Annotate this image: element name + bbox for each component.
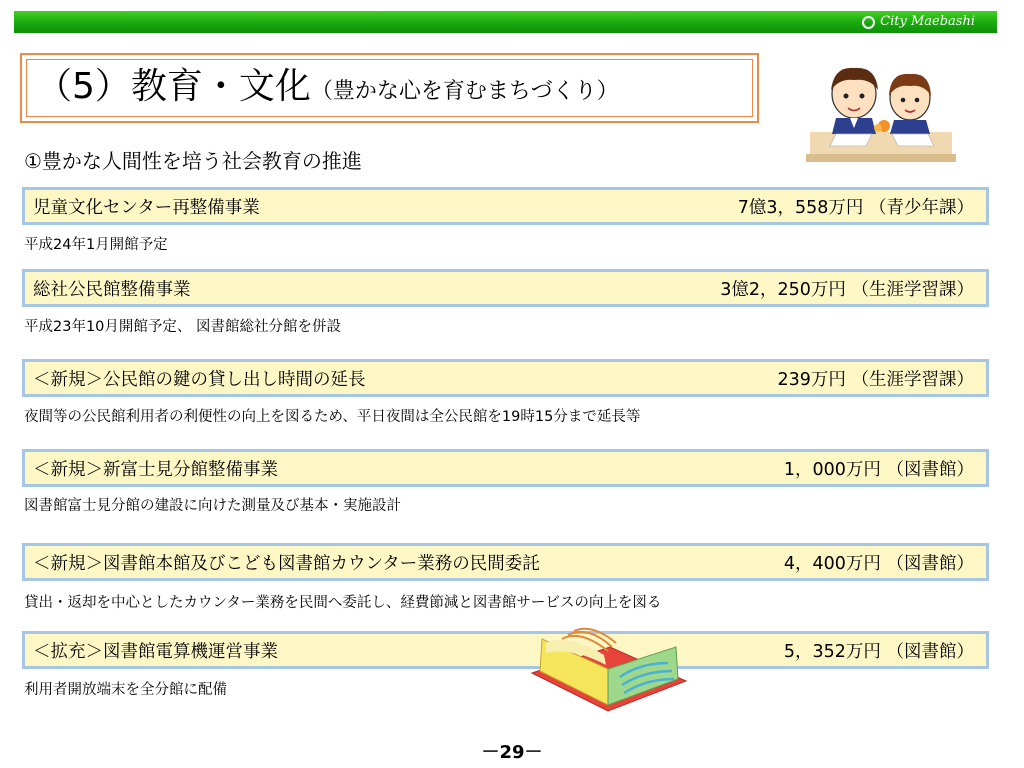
page-number: －29－ <box>481 742 543 763</box>
project-amount: 3億2，250万円 （生涯学習課） <box>720 279 974 300</box>
project-name: ＜新規＞図書館本館及びこども図書館カウンター業務の民間委託 <box>33 553 540 574</box>
project-note: 夜間等の公民館利用者の利便性の向上を図るため、平日夜間は全公民館を19時15分まで延長等 <box>24 409 641 425</box>
project-amount: 1，000万円 （図書館） <box>783 459 974 480</box>
children-illustration <box>806 62 956 164</box>
project-name: ＜新規＞公民館の鍵の貸し出し時間の延長 <box>33 369 366 390</box>
project-amount: 4，400万円 （図書館） <box>783 553 974 574</box>
project-note: 利用者開放端末を全分館に配備 <box>24 682 227 698</box>
project-bar <box>22 269 989 307</box>
section-heading: ①豊かな人間性を培う社会教育の推進 <box>24 149 362 173</box>
project-name: 児童文化センター再整備事業 <box>33 197 260 218</box>
open-book-illustration <box>528 625 690 717</box>
project-name: ＜新規＞新富士見分館整備事業 <box>33 459 278 480</box>
project-name: ＜拡充＞図書館電算機運営事業 <box>33 641 278 662</box>
project-amount: 5，352万円 （図書館） <box>783 641 974 662</box>
brand-label: City Maebashi <box>880 14 975 29</box>
page-title <box>36 65 619 109</box>
project-bar <box>22 359 989 397</box>
project-bar <box>22 187 989 225</box>
project-bar <box>22 631 989 669</box>
project-note: 貸出・返却を中心としたカウンター業務を民間へ委託し、経費節減と図書館サービスの向上を図る <box>24 595 662 611</box>
header-bar <box>14 11 997 33</box>
brand <box>862 14 975 30</box>
project-note: 平成23年10月開館予定、 図書館総社分館を併設 <box>24 319 342 335</box>
project-bar <box>22 543 989 581</box>
project-name: 総社公民館整備事業 <box>33 279 191 300</box>
title-main: （5）教育・文化 <box>36 66 311 107</box>
project-note: 図書館富士見分館の建設に向けた測量及び基本・実施設計 <box>24 498 401 514</box>
title-subtitle: （豊かな心を育むまちづくり） <box>310 79 619 104</box>
title-box <box>20 53 759 123</box>
project-bar <box>22 449 989 487</box>
circle-icon <box>862 16 875 29</box>
project-note: 平成24年1月開館予定 <box>24 237 168 253</box>
project-amount: 239万円 （生涯学習課） <box>777 369 974 390</box>
project-amount: 7億3，558万円 （青少年課） <box>737 197 974 218</box>
